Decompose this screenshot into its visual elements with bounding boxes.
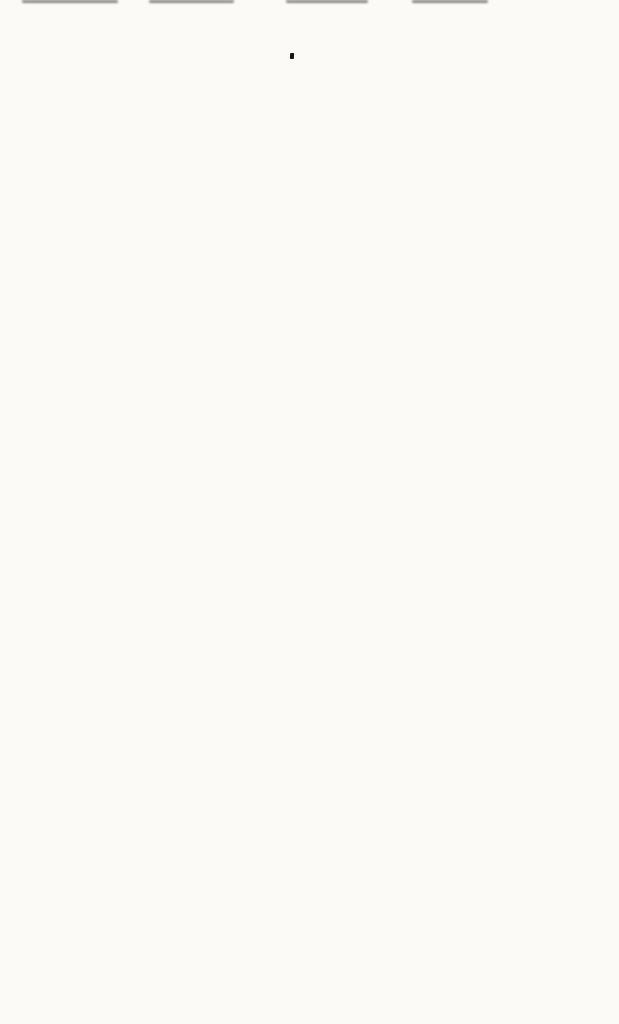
scan-artifact-streak — [149, 0, 234, 3]
scan-artifact-streak — [286, 0, 368, 3]
scan-artifact-streak — [412, 0, 488, 3]
scan-artifact-streak — [22, 0, 118, 3]
ink-speck — [290, 53, 294, 59]
